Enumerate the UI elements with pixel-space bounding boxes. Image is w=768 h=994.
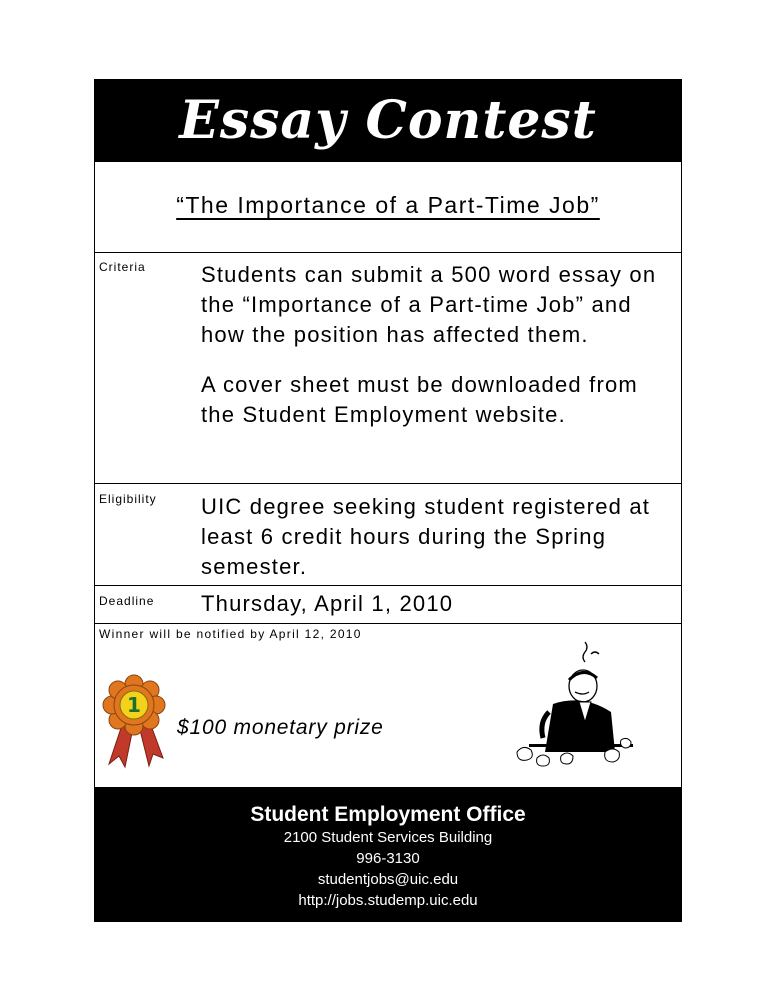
first-place-ribbon-icon [99, 670, 169, 770]
criteria-paragraph-2: A cover sheet must be downloaded from the Student Employment website. [201, 372, 638, 427]
eligibility-row [95, 484, 681, 586]
criteria-row [95, 252, 681, 484]
criteria-text [201, 260, 671, 450]
deadline-label: Deadline [99, 594, 155, 608]
prize-text: $100 monetary prize [177, 716, 384, 739]
subtitle-row [95, 162, 681, 253]
eligibility-text: UIC degree seeking student registered at least 6 credit hours during the Spring semester. [201, 494, 651, 579]
title-banner [95, 80, 681, 162]
contest-flyer [94, 79, 682, 922]
winner-notice: Winner will be notified by April 12, 2010 [99, 627, 362, 641]
deadline-text: Thursday, April 1, 2010 [201, 591, 454, 616]
criteria-paragraph-1: Students can submit a 500 word essay on the “Importance of a Part-time Job” and how the position has affected them. [201, 262, 657, 347]
office-phone: 996-3130 [356, 850, 420, 867]
office-name: Student Employment Office [250, 803, 526, 826]
essay-topic: “The Importance of a Part-Time Job” [176, 192, 600, 218]
contest-title: Essay Contest [179, 90, 597, 151]
office-email: studentjobs@uic.edu [317, 871, 459, 888]
deadline-row [95, 586, 681, 624]
ribbon-number: 1 [127, 693, 141, 717]
eligibility-label: Eligibility [99, 492, 157, 506]
contact-footer [95, 787, 681, 922]
stressed-worker-icon [509, 640, 639, 770]
office-url: http://jobs.studemp.uic.edu [298, 892, 478, 909]
office-building: 2100 Student Services Building [283, 829, 493, 846]
criteria-label: Criteria [99, 260, 146, 274]
